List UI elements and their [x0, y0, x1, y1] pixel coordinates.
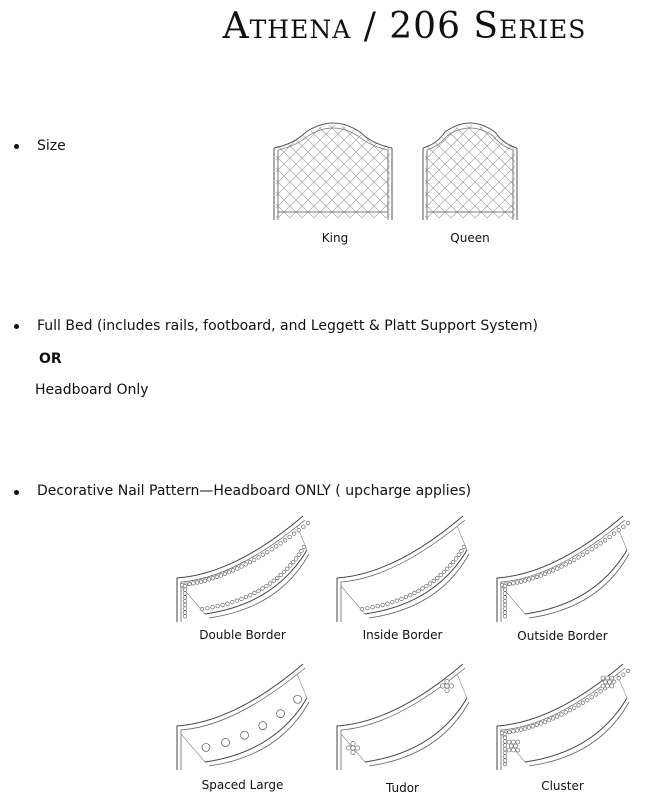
- size-option-queen-label: Queen: [450, 231, 490, 245]
- bullet-dot: [14, 144, 19, 149]
- king-headboard-image: [272, 122, 394, 222]
- or-separator: OR: [39, 351, 62, 367]
- size-heading: Size: [37, 138, 66, 154]
- pattern-double-border-label: Double Border: [199, 628, 286, 642]
- pattern-inside-border-label: Inside Border: [362, 628, 443, 642]
- queen-headboard-image: [421, 122, 519, 222]
- pattern-outside-border-label: Outside Border: [517, 629, 608, 643]
- inside-border-pattern-image: [335, 514, 470, 622]
- nail-pattern-heading: Decorative Nail Pattern—Headboard ONLY ( upcharge applies): [37, 483, 472, 499]
- double-border-pattern-image: [175, 514, 310, 622]
- full-bed-option: Full Bed (includes rails, footboard, and Leggett & Platt Support System): [37, 318, 538, 334]
- pattern-spaced-large-label: Spaced Large: [201, 778, 284, 792]
- pattern-cluster-label: Cluster: [541, 779, 584, 793]
- tudor-pattern-image: [335, 662, 470, 770]
- headboard-only-option: Headboard Only: [35, 382, 149, 398]
- cluster-pattern-image: [495, 662, 630, 770]
- spaced-large-pattern-image: [175, 662, 310, 770]
- size-option-king-label: King: [321, 231, 349, 245]
- pattern-tudor-label: Tudor: [385, 781, 419, 795]
- bullet-dot: [14, 324, 19, 329]
- bullet-dot: [14, 490, 19, 495]
- outside-border-pattern-image: [495, 514, 630, 622]
- page-title: Athena / 206 Series: [222, 6, 587, 47]
